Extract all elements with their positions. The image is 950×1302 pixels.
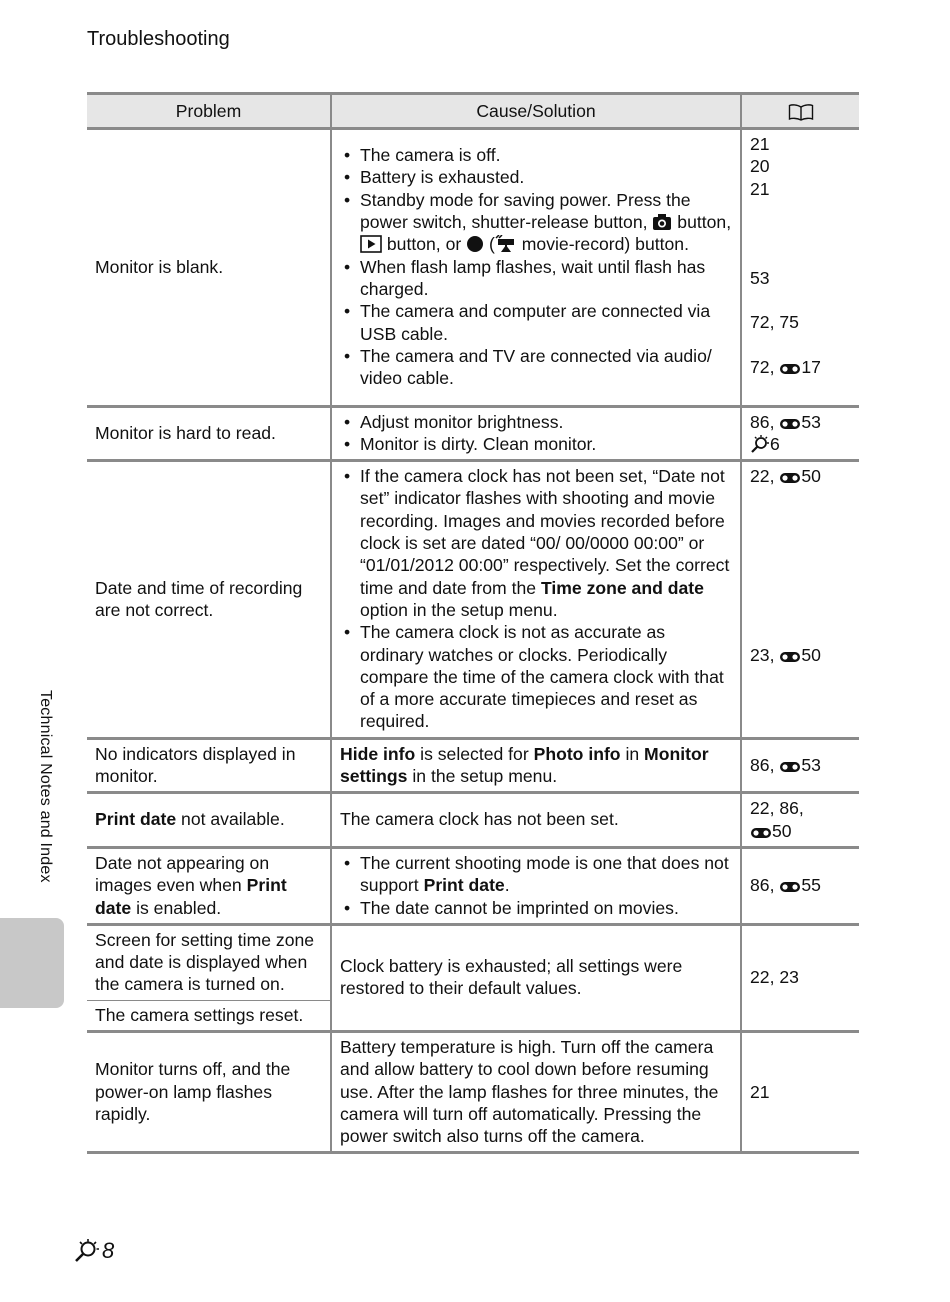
page-ref: 21: [750, 1081, 770, 1102]
troubleshooting-table: [87, 92, 859, 1154]
page-ref: 50: [750, 820, 851, 842]
cause-cell: Battery temperature is high. Turn off the camera and allow battery to cool down before resuming use. After the lamp flashes for three minutes, the camera will turn off automatically. Pressing the power switch also turns off the camera.: [331, 1031, 741, 1152]
reference-cell: [741, 793, 859, 848]
reference-cell: [741, 847, 859, 924]
table-header-row: [87, 94, 859, 129]
problem-cell: The camera settings reset.: [87, 1000, 331, 1031]
technical-notes-icon: [750, 435, 770, 453]
table-row: [87, 461, 859, 739]
movie-camera-icon: [495, 235, 517, 253]
reference-section-icon: [779, 362, 801, 376]
cause-cell: [331, 461, 741, 739]
reference-section-icon: [779, 471, 801, 485]
page-ref: 22, 23: [750, 967, 799, 988]
problem-cell: Monitor is blank.: [87, 129, 331, 407]
side-tab-marker: [0, 918, 64, 1008]
page-ref: 6: [750, 433, 851, 455]
page-ref: 23, 50: [750, 644, 821, 665]
cause-item: • The date cannot be imprinted on movies.: [360, 897, 732, 919]
page-ref: 86, 53: [750, 754, 821, 775]
record-dot-icon: [466, 235, 484, 253]
reference-section-icon: [779, 417, 801, 431]
problem-cell: Date and time of recording are not correct.: [87, 461, 331, 739]
table-row: [87, 1031, 859, 1152]
cause-cell: [331, 129, 741, 407]
problem-cell: Date not appearing on images even when Print date is enabled.: [87, 847, 331, 924]
side-tab-label: Technical Notes and Index: [37, 690, 54, 883]
reference-section-icon: [779, 880, 801, 894]
cause-cell: The camera clock has not been set.: [331, 793, 741, 848]
page-number: 8: [74, 1238, 114, 1264]
problem-cell: Monitor is hard to read.: [87, 406, 331, 461]
page-ref: 21: [750, 134, 770, 154]
table-row: [87, 738, 859, 793]
cause-item: • Monitor is dirty. Clean monitor.: [360, 433, 732, 455]
reference-section-icon: [779, 650, 801, 664]
cause-item: • The camera and TV are connected via audio/ video cable.: [360, 345, 732, 390]
page-ref: 86, 53: [750, 411, 821, 432]
reference-cell: [741, 1031, 859, 1152]
cause-cell: [331, 406, 741, 461]
page-ref: 22, 50: [750, 466, 821, 487]
cause-column-header: Cause/Solution: [331, 94, 741, 129]
table-row: [87, 847, 859, 924]
cause-item: • Adjust monitor brightness.: [360, 411, 732, 433]
reference-cell: [741, 129, 859, 407]
page-ref: 22, 86,: [750, 798, 804, 819]
reference-cell: [741, 924, 859, 1031]
cause-item: • If the camera clock has not been set, “Date not set” indicator flashes with shooting and movie recording. Images and movies recorded before clock is set are dated “00/ 00/0000 00:00” or “01/01/2012 00:00” respectively. Set the correct time and date from the Time zone and date option in the setup menu.: [360, 465, 732, 621]
reference-section-icon: [779, 760, 801, 774]
page-ref: 72, 17: [750, 356, 821, 377]
cause-item: • The camera clock is not as accurate as ordinary watches or clocks. Periodically compare the time of the camera clock with that of a more accurate timepieces and reset as required.: [360, 621, 732, 732]
reference-cell: [741, 406, 859, 461]
page-ref: 86, 55: [750, 875, 821, 896]
cause-item: • When flash lamp flashes, wait until flash has charged.: [360, 256, 732, 301]
book-icon: [788, 103, 814, 121]
problem-cell: No indicators displayed in monitor.: [87, 738, 331, 793]
cause-item: • The current shooting mode is one that does not support Print date.: [360, 852, 732, 897]
page-title: Troubleshooting: [87, 28, 230, 50]
cause-cell: Hide info is selected for Photo info in Monitor settings in the setup menu.: [331, 738, 741, 793]
cause-item: • Battery is exhausted.: [360, 166, 732, 188]
cause-cell: [331, 847, 741, 924]
table-row: [87, 406, 859, 461]
problem-cell: Print date not available.: [87, 793, 331, 848]
problem-column-header: Problem: [87, 94, 331, 129]
cause-cell: Clock battery is exhausted; all settings were restored to their default values.: [331, 924, 741, 1031]
cause-item: • The camera and computer are connected via USB cable.: [360, 300, 732, 345]
page-ref: 21: [750, 178, 770, 199]
page-ref: 53: [750, 267, 770, 288]
table-row: [87, 793, 859, 848]
reference-cell: [741, 738, 859, 793]
page-ref: 20: [750, 156, 770, 177]
reference-section-icon: [750, 826, 772, 840]
problem-cell: Screen for setting time zone and date is displayed when the camera is turned on.: [87, 924, 331, 1000]
camera-shoot-icon: [652, 213, 672, 231]
problem-cell: Monitor turns off, and the power-on lamp flashes rapidly.: [87, 1031, 331, 1152]
technical-notes-icon: [74, 1239, 100, 1263]
page-reference-column-header: [741, 94, 859, 129]
cause-item: • The camera is off.: [360, 144, 732, 166]
table-row: [87, 924, 859, 1000]
table-row: [87, 129, 859, 407]
reference-cell: [741, 461, 859, 739]
playback-icon: [360, 235, 382, 253]
cause-item: • Standby mode for saving power. Press the power switch, shutter-release button, button, button, or ( movie-record) button.: [360, 189, 732, 256]
page-ref: 72, 75: [750, 312, 799, 333]
